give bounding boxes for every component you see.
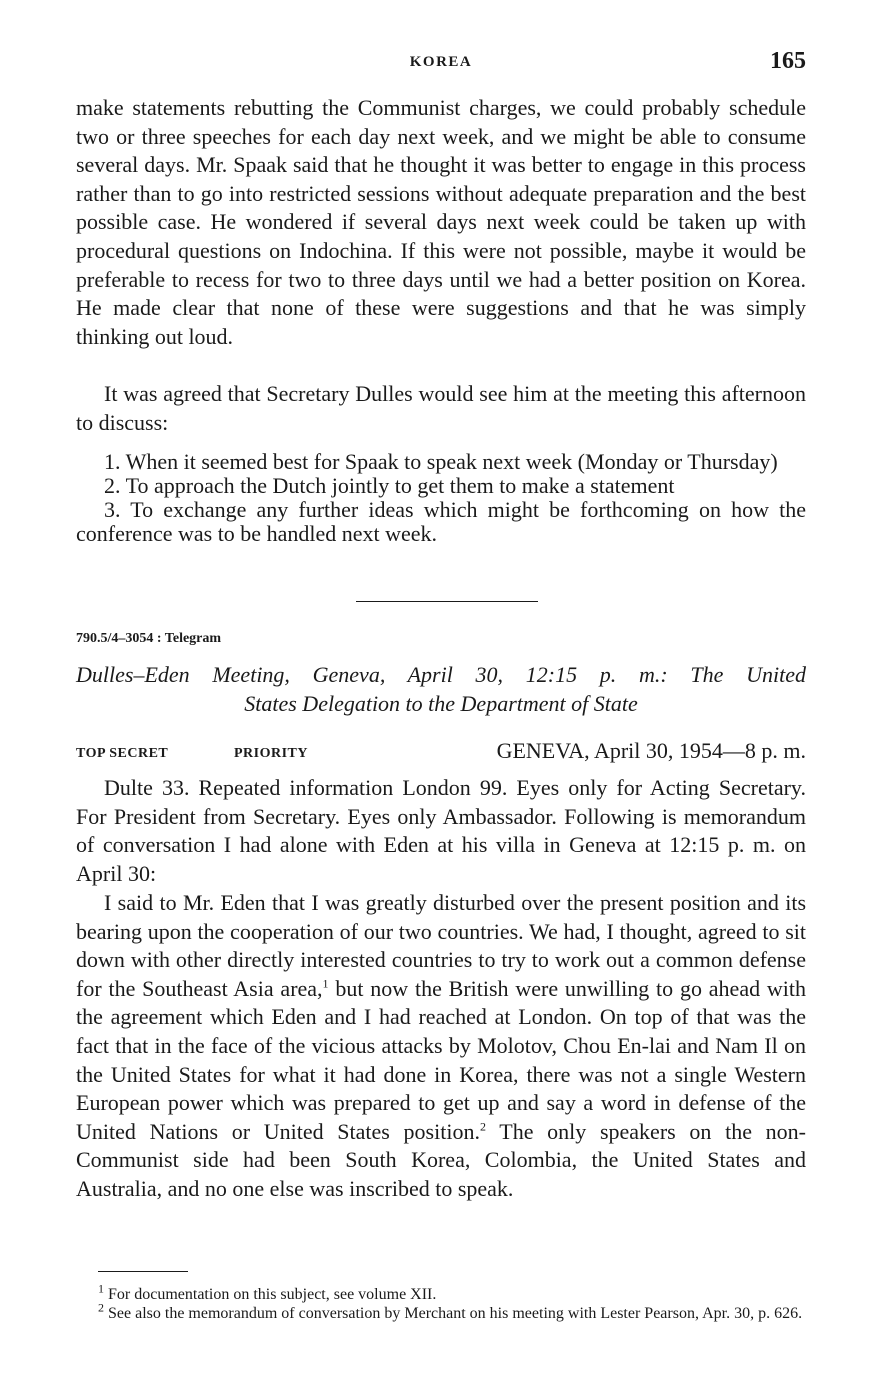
classification-label: TOP SECRET: [76, 746, 169, 761]
footnote: [76, 1281, 806, 1304]
list-item: 2. To approach the Dutch jointly to get them to make a statement: [104, 473, 675, 498]
footnote: [76, 1300, 806, 1323]
section-divider: [356, 601, 538, 602]
discussion-list: [76, 450, 806, 546]
document-id: 790.5/4–3054 : Telegram: [76, 631, 222, 646]
telegram-paragraph-2-text: I said to Mr. Eden that I was greatly disturbed over the present position and its bearing upon the cooperation of our two countries. We had, I thought, agreed to sit down with other directly interested countries to try to work out a common defense for the Southeast Asia area,: [76, 890, 806, 1001]
classification-line: [76, 738, 806, 768]
telegram-paragraph-2: [76, 889, 806, 1204]
telegram-paragraph-1: Dulte 33. Repeated information London 99. Eyes only for Acting Secretary. For President from Secretary. Eyes only Ambassador. Following is memorandum of conversation I had alone with Eden at his villa in Geneva at 12:15 p. m. on April 30:: [76, 775, 806, 886]
document-title: [76, 660, 806, 718]
list-item: 3. To exchange any further ideas which might be forthcoming on how the conference was to be handled next week.: [76, 497, 806, 546]
footnote-mark: 2: [98, 1300, 104, 1315]
document-title-line-2: States Delegation to the Department of State: [244, 691, 638, 716]
list-item: 1. When it seemed best for Spaak to speak next week (Monday or Thursday): [104, 449, 778, 474]
footnote-divider: [98, 1271, 188, 1272]
footnote-mark: 1: [98, 1281, 104, 1296]
page-number: 165: [770, 48, 806, 74]
footnote-reference: 2: [479, 1119, 486, 1134]
priority-label: PRIORITY: [234, 746, 309, 761]
dateline: GENEVA, April 30, 1954—8 p. m.: [496, 738, 806, 763]
intro-paragraph-continued: make statements rebutting the Communist charges, we could probably schedule two or three speeches for each day next week, and we might be able to consume several days. Mr. Spaak said that he thought it was better to engage in this process rather than to go into restricted sessions without adequate preparation and the best possible case. He wondered if several days next week could be taken up with procedural questions on Indochina. If this were not possible, maybe it would be preferable to recess for two to three days until we had a better position on Korea. He made clear that none of these were suggestions and that he was simply thinking out loud.: [76, 95, 806, 349]
running-head: KOREA: [409, 54, 473, 70]
footnote-text: For documentation on this subject, see volume XII.: [104, 1286, 437, 1303]
telegram-paragraph-2-text: but now the British were unwilling to go ahead with the agreement which Eden and I had reached at London. On top of that was the fact that in the face of the vicious attacks by Molotov, Chou En-lai and Nam Il on the United States for what it had done in Korea, there was not a single Western European power which was prepared to get up and say a word in defense of the United Nations or United States position.: [76, 975, 807, 1144]
footnotes: [76, 1281, 806, 1323]
footnote-text: See also the memorandum of conversation by Merchant on his meeting with Lester Pearson, Apr. 30, p. 626.: [104, 1305, 803, 1322]
telegram-paragraph-2-text: The only speakers on the non-Communist side had been South Korea, Colombia, the United States and Australia, and no one else was inscribed to speak.: [76, 1118, 806, 1201]
footnote-reference: 1: [322, 976, 329, 991]
intro-paragraph-agreement: It was agreed that Secretary Dulles would see him at the meeting this afternoon to discuss:: [76, 381, 806, 435]
document-title-line-1: Dulles–Eden Meeting, Geneva, April 30, 12:15 p. m.: The United: [76, 662, 806, 687]
page-header: [76, 48, 806, 80]
